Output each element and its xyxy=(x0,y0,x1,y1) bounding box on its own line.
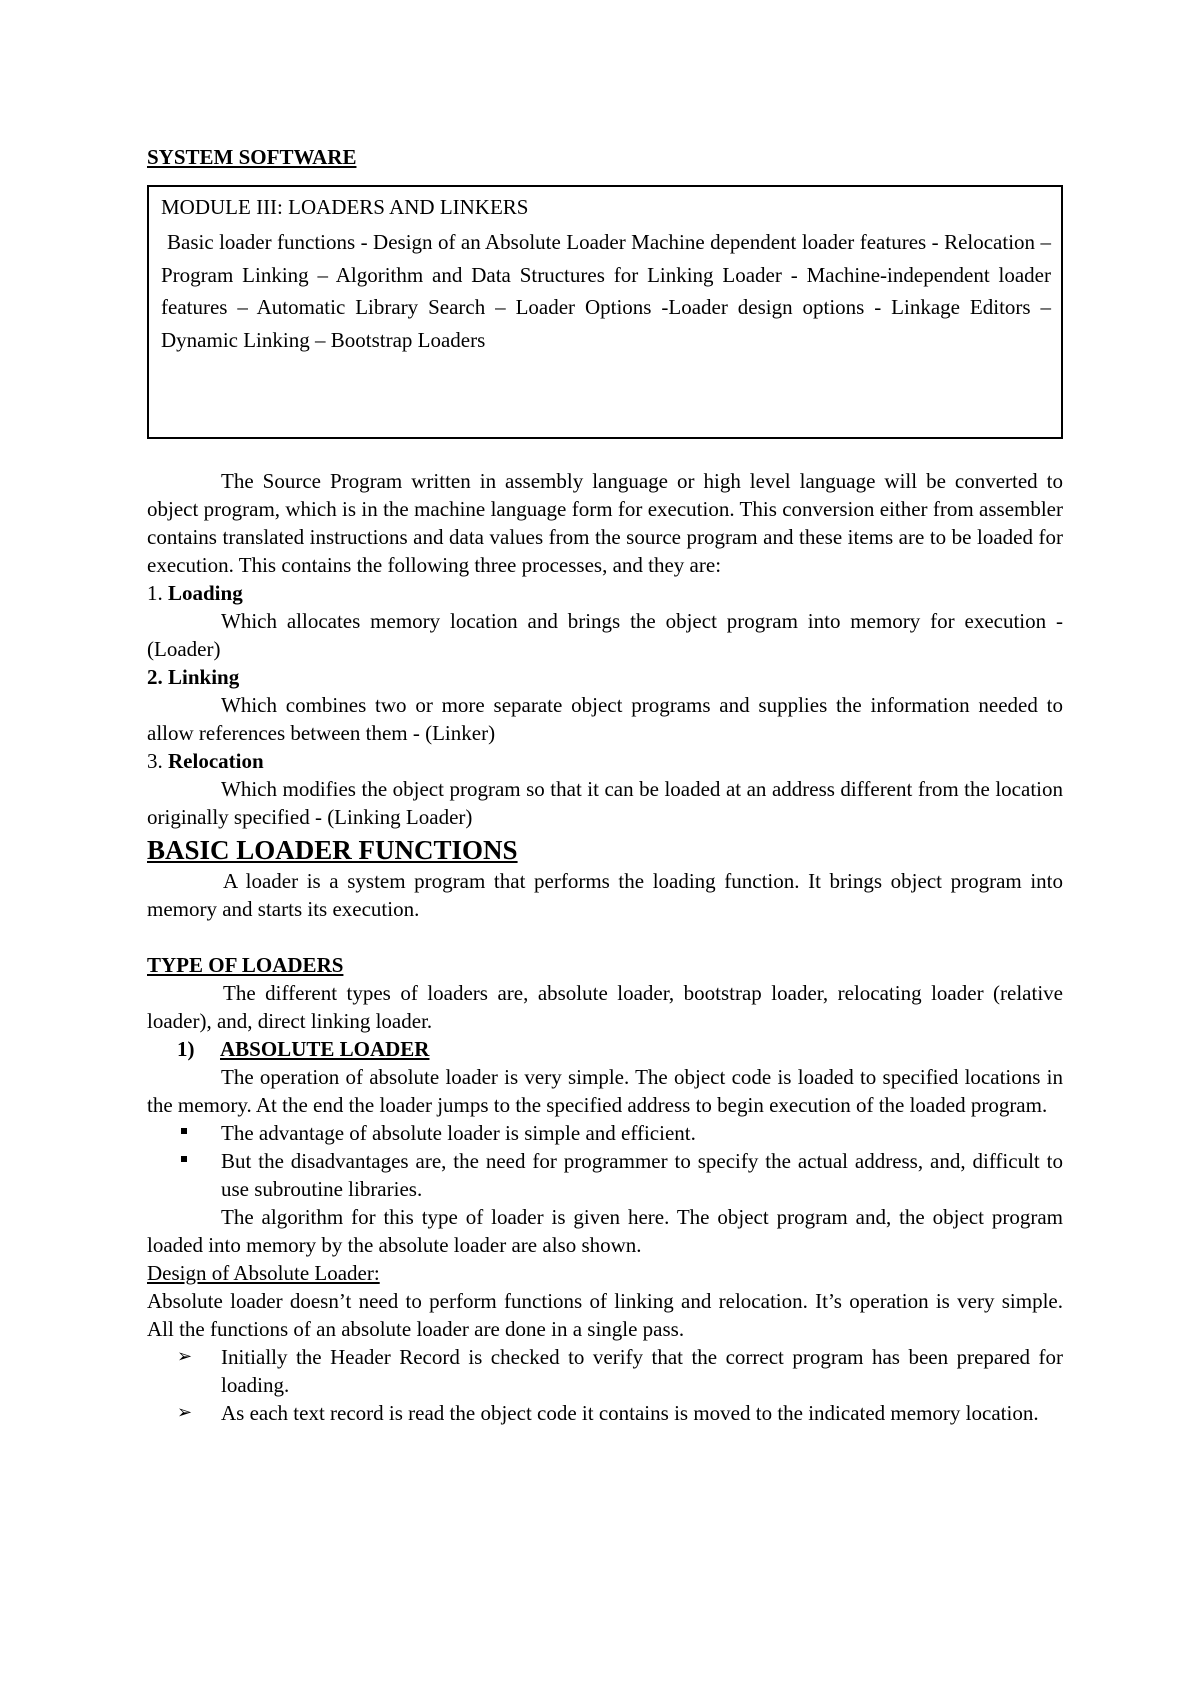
arrow-bullet-icon: ➢ xyxy=(177,1402,193,1423)
document-page xyxy=(147,143,1063,1427)
absolute-loader-number: 1) xyxy=(177,1037,195,1061)
process-1-name: Loading xyxy=(168,581,243,605)
design-heading: Design of Absolute Loader: xyxy=(147,1261,380,1285)
absolute-loader-bullets xyxy=(147,1119,1063,1203)
arrow-bullet-icon: ➢ xyxy=(177,1346,193,1367)
process-3-heading xyxy=(147,747,1063,775)
process-2-number: 2. xyxy=(147,665,163,689)
module-summary-box xyxy=(147,185,1063,439)
process-1-heading xyxy=(147,579,1063,607)
process-3-description: Which modifies the object program so that it can be loaded at an address different from the location originally specified - (Linking Loader) xyxy=(147,777,1063,829)
process-2-name: Linking xyxy=(168,665,240,689)
process-3-name: Relocation xyxy=(168,749,264,773)
basic-loader-text: A loader is a system program that performs the loading function. It brings object program into memory and starts its execution. xyxy=(147,869,1063,921)
list-item: ➢ Initially the Header Record is checked to verify that the correct program has been prepared for loading. xyxy=(177,1345,1063,1397)
list-item: But the disadvantages are, the need for programmer to specify the actual address, and, difficult to use subroutine libraries. xyxy=(221,1147,1063,1203)
document-title: SYSTEM SOFTWARE xyxy=(147,145,357,169)
process-3-number: 3. xyxy=(147,749,163,773)
algorithm-text: The algorithm for this type of loader is given here. The object program and, the object program loaded into memory by the absolute loader are also shown. xyxy=(147,1205,1063,1257)
types-text: The different types of loaders are, absolute loader, bootstrap loader, relocating loader (relative loader), and, direct linking loader. xyxy=(147,981,1063,1033)
list-item: ➢ As each text record is read the object code it contains is moved to the indicated memory location. xyxy=(177,1401,1039,1425)
process-2-description: Which combines two or more separate object programs and supplies the information needed to allow references between them - (Linker) xyxy=(147,693,1063,745)
process-1-number: 1. xyxy=(147,581,163,605)
list-item: The advantage of absolute loader is simple and efficient. xyxy=(221,1119,1063,1147)
module-title: MODULE III: LOADERS AND LINKERS xyxy=(161,195,529,219)
square-bullet-icon xyxy=(181,1128,187,1134)
design-steps xyxy=(147,1343,1063,1427)
design-text: Absolute loader doesn’t need to perform functions of linking and relocation. It’s operation is very simple. All the functions of an absolute loader are done in a single pass. xyxy=(147,1289,1063,1341)
intro-paragraph: The Source Program written in assembly language or high level language will be converted to object program, which is in the machine language form for execution. This conversion either from assembler contains translated instructions and data values from the source program and these items are to be loaded for execution. This contains the following three processes, and they are: xyxy=(147,469,1063,577)
absolute-loader-heading xyxy=(177,1035,1063,1063)
process-2-heading xyxy=(147,663,1063,691)
basic-loader-heading: BASIC LOADER FUNCTIONS xyxy=(147,835,518,865)
absolute-loader-title: ABSOLUTE LOADER xyxy=(220,1037,430,1061)
process-1-description: Which allocates memory location and brings the object program into memory for execution - (Loader) xyxy=(147,609,1063,661)
square-bullet-icon xyxy=(181,1156,187,1162)
absolute-loader-text: The operation of absolute loader is very simple. The object code is loaded to specified locations in the memory. At the end the loader jumps to the specified address to begin execution of the loaded program. xyxy=(147,1065,1063,1117)
types-heading: TYPE OF LOADERS xyxy=(147,953,344,977)
module-topics: Basic loader functions - Design of an Absolute Loader Machine dependent loader features - Relocation – Program Linking – Algorithm and Data Structures for Linking Loader - Machine-independent loader features – Automatic Library Search – Loader Options -Loader design options - Linkage Editors – Dynamic Linking – Bootstrap Loaders xyxy=(161,230,1051,352)
